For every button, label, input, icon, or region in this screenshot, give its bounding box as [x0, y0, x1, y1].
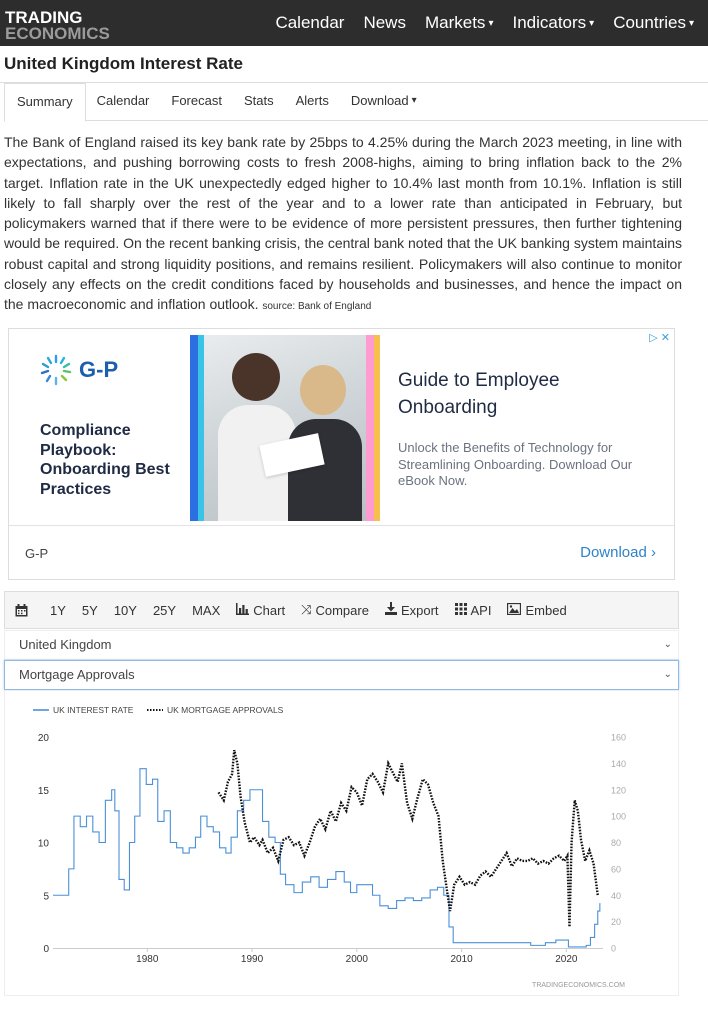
y-left-tick-label: 5	[43, 891, 49, 903]
logo-line1: TRADING	[5, 8, 83, 27]
country-select[interactable]	[4, 630, 679, 660]
y-right-tick-label: 60	[611, 864, 622, 875]
y-right-tick-label: 80	[611, 838, 622, 848]
tab-forecast[interactable]: Forecast	[171, 93, 222, 108]
y-left-tick-label: 10	[37, 838, 49, 850]
caret-down-icon: ▾	[411, 95, 417, 106]
photo-figure	[288, 419, 362, 521]
country-select-value: United Kingdom	[19, 637, 112, 652]
image-icon	[507, 603, 521, 618]
calendar-icon[interactable]	[5, 604, 42, 617]
ad-left-text: Compliance Playbook: Onboarding Best Practices	[40, 422, 170, 498]
page-title: United Kingdom Interest Rate	[4, 54, 243, 73]
caret-down-icon: ▾	[488, 18, 494, 29]
nav-markets[interactable]	[425, 13, 494, 33]
ad-headline: Guide to Employee Onboarding	[398, 370, 560, 418]
tab-summary[interactable]: Summary	[4, 83, 86, 122]
legend-label-mortgage-approvals: UK MORTGAGE APPROVALS	[167, 705, 284, 715]
range-10y[interactable]: 10Y	[113, 602, 137, 618]
nav-news-label: News	[363, 13, 406, 32]
compare-indicator-select[interactable]	[4, 660, 679, 690]
nav-calendar-label: Calendar	[275, 13, 345, 32]
calendar-icon-svg	[15, 604, 28, 617]
tab-calendar[interactable]: Calendar	[96, 93, 150, 108]
caret-down-icon: ▾	[589, 18, 595, 29]
nav-indicators[interactable]	[512, 13, 594, 33]
ad-logo-text: G-P	[79, 357, 119, 382]
tab-download-label: Download	[350, 93, 409, 108]
y-left-tick-label: 15	[37, 785, 49, 797]
ad-choices-icon[interactable]: ▷ ✕	[649, 332, 670, 344]
source-note[interactable]: source: Bank of England	[262, 301, 372, 313]
nav-links	[275, 0, 708, 46]
ad-logo	[39, 353, 119, 387]
starburst-icon	[39, 353, 73, 387]
tab-stats[interactable]: Stats	[243, 93, 274, 108]
export-button[interactable]	[377, 602, 447, 618]
advertisement[interactable]	[8, 328, 675, 580]
nav-countries[interactable]	[613, 13, 694, 33]
line-chart[interactable]	[5, 691, 680, 997]
ad-download-button[interactable]	[580, 544, 656, 561]
chart-label: Chart	[253, 602, 286, 618]
y-right-tick-label: 100	[611, 811, 627, 822]
y-right-tick-label: 160	[611, 732, 627, 743]
legend-label-interest-rate: UK INTEREST RATE	[53, 705, 134, 715]
chevron-down-icon: ⌄	[663, 639, 672, 650]
summary-paragraph: The Bank of England raised its key bank rate by 25bps to 4.25% during the March 2023 meeting, in line with expectations, and pushing borrowing costs to fresh 2008-highs, aiming to bring inflation back to the 2% target. Inflation rate in the UK unexpectedly edged higher to 10.4% last month from 10.1%. Inflation is still likely to fall sharply over the rest of the year and to a lower rate than anticipated in February, but policymakers warned that if there were to be evidence of more persistent pressures, then further tightening would be required. On the recent banking crisis, the central bank noted that the UK banking system maintains robust capital and strong liquidity positions, and remains resilient. Policymakers will also continue to monitor closely any effects on the credit conditions faced by households and businesses, and hence the impact on the macroeconomic and inflation outlook.	[4, 134, 682, 313]
divider	[9, 525, 674, 526]
y-right-tick-label: 140	[611, 758, 627, 769]
y-right-tick-label: 20	[611, 917, 622, 928]
ad-photo-scene	[204, 335, 366, 521]
summary-text	[4, 132, 682, 318]
embed-button[interactable]	[499, 603, 574, 618]
x-tick-label: 2000	[345, 954, 368, 965]
ad-brand: G-P	[25, 546, 49, 561]
compare-select-value: Mortgage Approvals	[19, 667, 135, 682]
x-tick-label: 1990	[240, 954, 264, 965]
nav-calendar[interactable]	[275, 13, 344, 33]
compare-button[interactable]	[293, 602, 377, 618]
top-navbar	[0, 0, 708, 46]
tab-download[interactable]	[340, 83, 428, 121]
x-tick-label: 2020	[555, 954, 578, 965]
ad-download-label: Download	[580, 544, 647, 561]
compare-label: Compare	[315, 602, 369, 618]
y-left-tick-label: 0	[43, 944, 49, 955]
chart-watermark: TRADINGECONOMICS.COM	[532, 982, 625, 989]
chart-toolbar	[4, 591, 679, 629]
api-button[interactable]	[447, 603, 500, 618]
ad-subtext: Unlock the Benefits of Technology for Streamlining Onboarding. Download Our eBook Now.	[398, 440, 633, 488]
caret-down-icon: ▾	[688, 18, 694, 29]
download-icon	[385, 602, 397, 618]
nav-markets-label: Markets	[424, 13, 486, 32]
chevron-right-icon: ›	[651, 544, 656, 561]
chevron-down-icon: ⌄	[663, 669, 672, 680]
x-tick-label: 2010	[450, 954, 473, 965]
tab-bar	[4, 83, 708, 121]
nav-countries-label: Countries	[613, 13, 686, 32]
ad-photo	[190, 335, 380, 521]
range-max[interactable]: MAX	[192, 602, 221, 618]
range-5y[interactable]: 5Y	[81, 602, 98, 618]
y-right-tick-label: 120	[611, 785, 627, 796]
chart-container[interactable]	[4, 690, 679, 996]
y-left-tick-label: 20	[37, 733, 49, 744]
bar-chart-icon	[236, 603, 249, 618]
nav-indicators-label: Indicators	[512, 13, 587, 32]
y-right-tick-label: 40	[611, 890, 622, 901]
photo-figure	[232, 353, 280, 401]
embed-label: Embed	[525, 602, 567, 618]
site-logo[interactable]	[5, 9, 145, 42]
api-label: API	[470, 602, 492, 618]
range-1y[interactable]: 1Y	[50, 602, 66, 618]
x-tick-label: 1980	[136, 954, 159, 965]
logo-line2: ECONOMICS	[5, 24, 110, 43]
export-label: Export	[400, 602, 439, 618]
photo-figure	[300, 365, 346, 415]
nav-news[interactable]	[363, 13, 406, 33]
grid-icon	[455, 603, 467, 618]
tab-alerts[interactable]: Alerts	[295, 93, 329, 108]
chart-button[interactable]	[228, 603, 293, 618]
y-right-tick-label: 0	[611, 943, 617, 954]
range-25y[interactable]: 25Y	[152, 602, 177, 618]
shuffle-icon: ⤨	[301, 602, 312, 617]
